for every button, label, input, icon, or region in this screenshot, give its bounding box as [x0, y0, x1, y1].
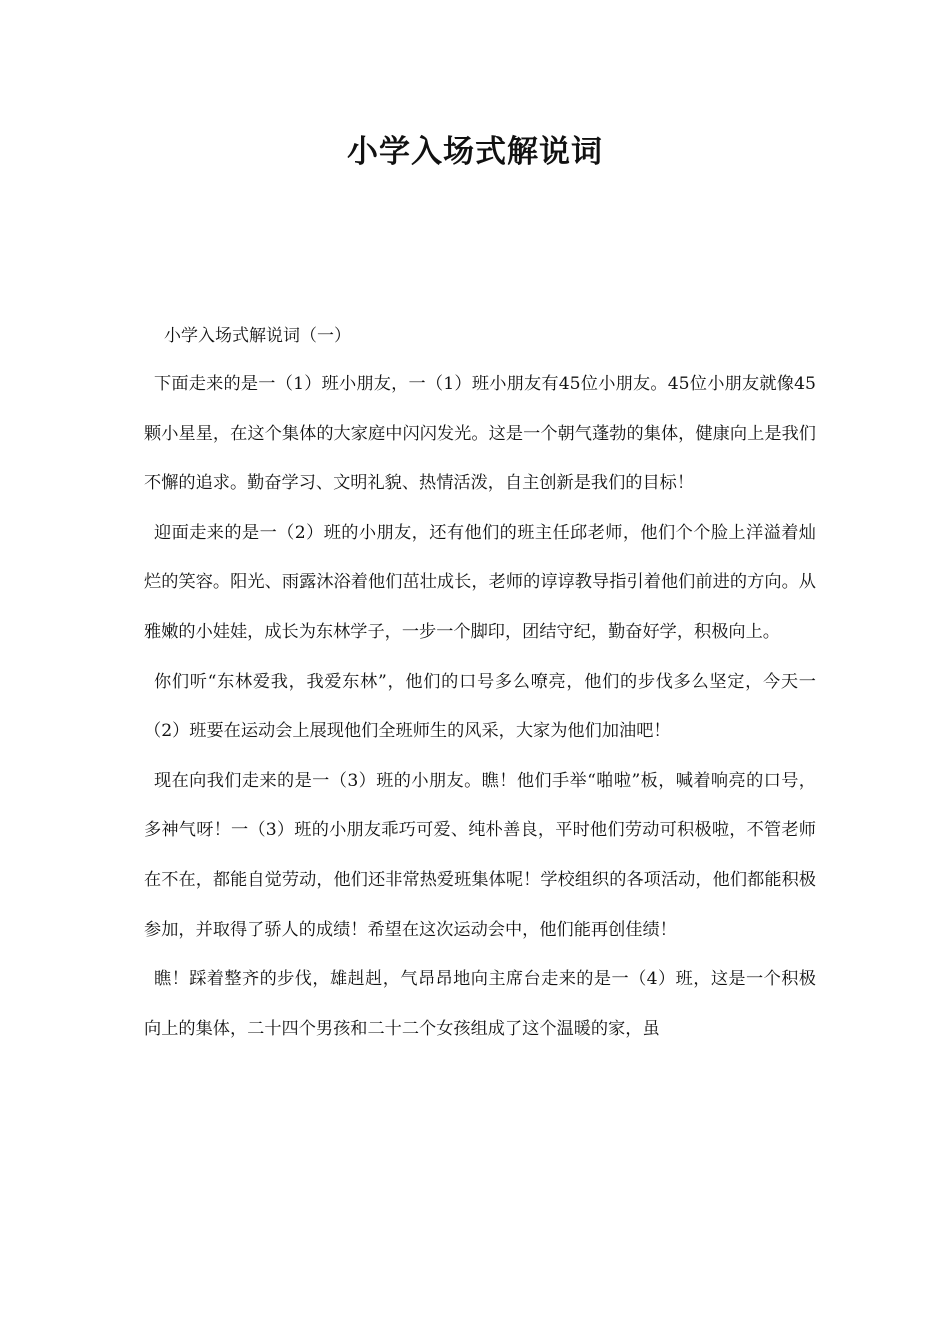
document-title: 小学入场式解说词 — [347, 134, 603, 170]
document-body — [144, 360, 816, 1054]
paragraph-class-4: 瞧！踩着整齐的步伐，雄赳赳，气昂昂地向主席台走来的是一（4）班，这是一个积极向上的集体，二十四个男孩和二十二个女孩组成了这个温暖的家，虽 — [144, 969, 816, 1039]
paragraph-class-3: 现在向我们走来的是一（3）班的小朋友。瞧！他们手举“啪啦”板，喊着响亮的口号，多神气呀！一（3）班的小朋友乖巧可爱、纯朴善良，平时他们劳动可积极啦，不管老师在不在，都能自觉劳动，他们还非常热爱班集体呢！学校组织的各项活动，他们都能积极参加，并取得了骄人的成绩！希望在这次运动会中，他们能再创佳绩！ — [144, 770, 816, 940]
paragraph-class-1: 下面走来的是一（1）班小朋友，一（1）班小朋友有45位小朋友。45位小朋友就像45颗小星星，在这个集体的大家庭中闪闪发光。这是一个朝气蓬勃的集体，健康向上是我们不懈的追求。勤奋学习、文明礼貌、热情活泼，自主创新是我们的目标！ — [144, 374, 816, 494]
section-heading: 小学入场式解说词（一） — [164, 326, 351, 346]
paragraph-class-2: 迎面走来的是一（2）班的小朋友，还有他们的班主任邱老师，他们个个脸上洋溢着灿烂的笑容。阳光、雨露沐浴着他们茁壮成长，老师的谆谆教导指引着他们前进的方向。从雅嫩的小娃娃，成长为东林学子，一步一个脚印，团结守纪，勤奋好学，积极向上。 — [144, 522, 816, 642]
paragraph-class-2-slogan: 你们听“东林爱我，我爱东林”，他们的口号多么嘹亮，他们的步伐多么坚定，今天一（2）班要在运动会上展现他们全班师生的风采，大家为他们加油吧！ — [144, 671, 816, 742]
